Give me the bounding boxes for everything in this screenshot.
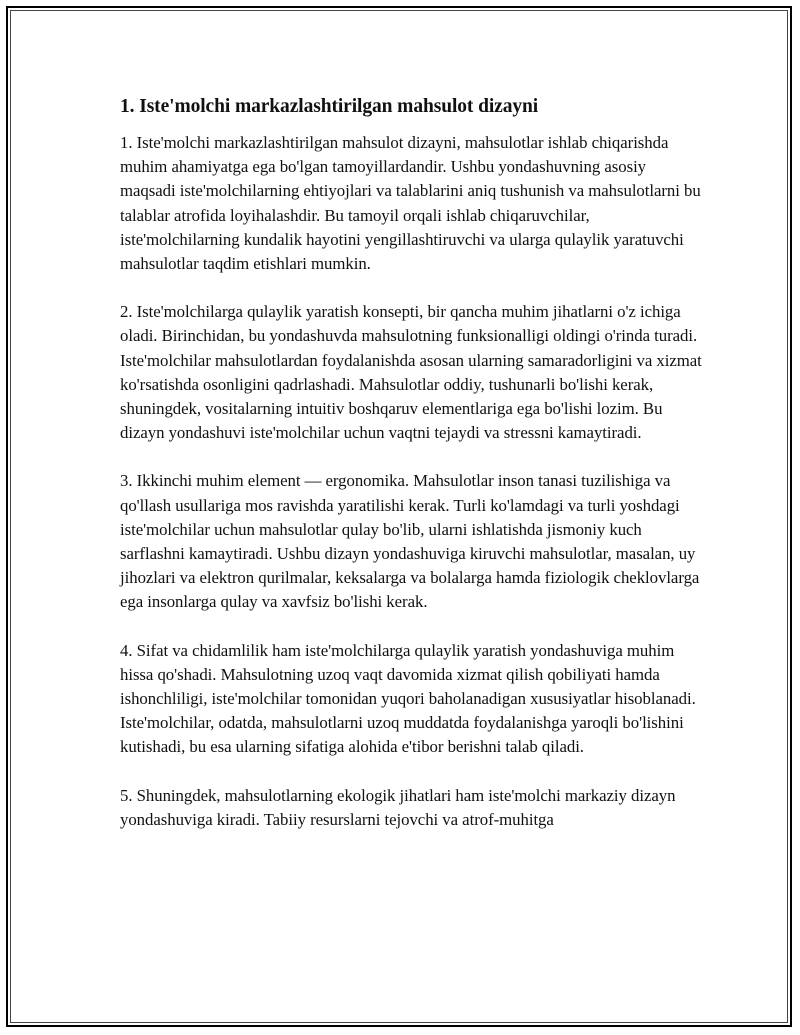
page-frame: [6, 6, 792, 1027]
paragraph-3: 3. Ikkinchi muhim element — ergonomika. Mahsulotlar inson tanasi tuzilishiga va qo'llash usullariga mos ravishda yaratilishi kerak. Turli ko'lamdagi va turli yoshdagi iste'molchilar uchun mahsulotlar qulay bo'lib, ularni ishlatishda jismoniy kuch sarflashni kamaytiradi. Ushbu dizayn yondashuviga kiruvchi mahsulotlar, masalan, uy jihozlari va elektron qurilmalar, keksalarga va bolalarga hamda fiziologik cheklovlarga ega insonlarga qulay va xavfsiz bo'lishi kerak.: [120, 471, 700, 612]
paragraph-5: 5. Shuningdek, mahsulotlarning ekologik jihatlari ham iste'molchi markaziy dizayn yondashuviga kiradi. Tabiiy resurslarni tejovchi va atrof-muhitga: [120, 785, 676, 829]
paragraph-2: 2. Iste'molchilarga qulaylik yaratish konsepti, bir qancha muhim jihatlarni o'z ichiga oladi. Birinchidan, bu yondashuvda mahsulotning funksionalligi oldingi o'rinda turadi. Iste'molchilar mahsulotlardan foydalanishda asosan ularning samaradorligini va xizmat ko'rsatishda osonligini qadrlashadi. Mahsulotlar oddiy, tushunarli bo'lishi kerak, shuningdek, vositalarning intuitiv boshqaruv elementlariga ega bo'lishi lozim. Bu dizayn yondashuvi iste'molchilar uchun vaqtni tejaydi va stressni kamaytiradi.: [120, 302, 702, 443]
document-body: [120, 94, 704, 856]
paragraph-4: 4. Sifat va chidamlilik ham iste'molchilarga qulaylik yaratish yondashuviga muhim hissa qo'shadi. Mahsulotning uzoq vaqt davomida xizmat qilish qobiliyati hamda ishonchliligi, iste'molchilar tomonidan yuqori baholanadigan xususiyatlar hisoblanadi. Iste'molchilar, odatda, mahsulotlarni uzoq muddatda foydalanishga yaroqli bo'lishini kutishadi, bu esa ularning sifatiga alohida e'tibor berishni talab qiladi.: [120, 640, 696, 757]
paragraph-1: 1. Iste'molchi markazlashtirilgan mahsulot dizayni, mahsulotlar ishlab chiqarishda muhim ahamiyatga ega bo'lgan tamoyillardandir. Ushbu yondashuvning asosiy maqsadi iste'molchilarning ehtiyojlari va talablarini aniq tushunish va mahsulotlarni bu talablar atrofida loyihalashdir. Bu tamoyil orqali ishlab chiqaruvchilar, iste'molchilarning kundalik hayotini yengillashtiruvchi va ularga qulaylik yaratuvchi mahsulotlar taqdim etishlari mumkin.: [120, 133, 701, 274]
document-title: 1. Iste'molchi markazlashtirilgan mahsulot dizayni: [120, 96, 539, 117]
